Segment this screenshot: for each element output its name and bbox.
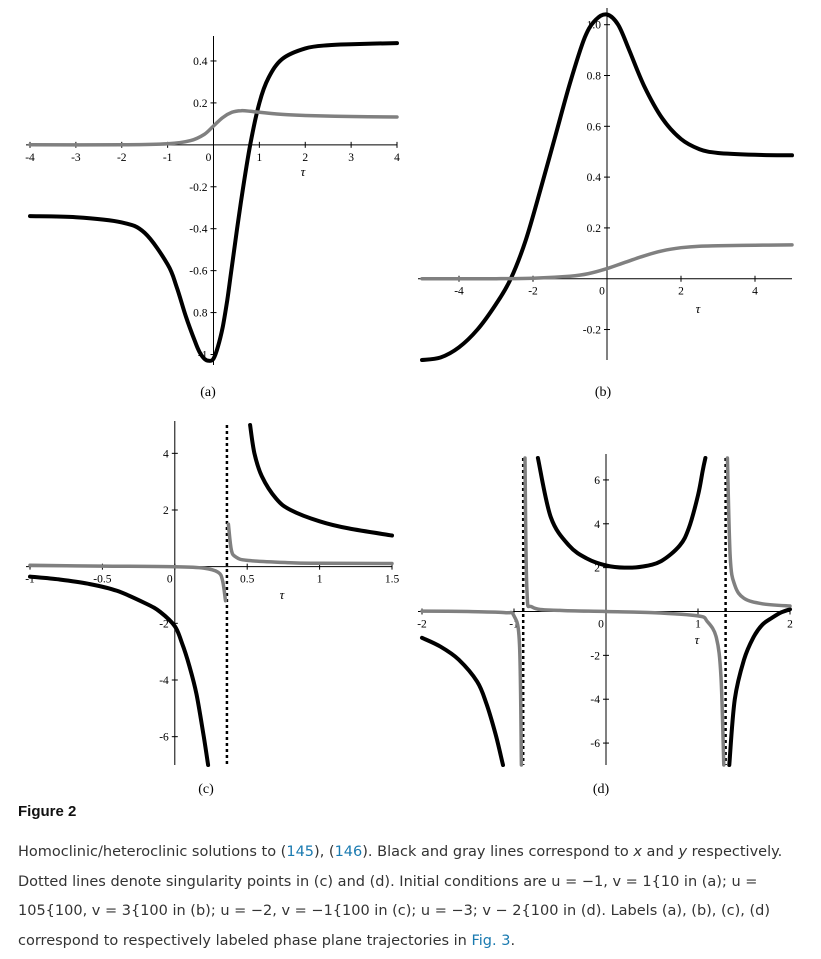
y-tick-label: 0.2 — [586, 222, 601, 235]
x-tick-label: 0 — [205, 151, 212, 164]
caption-text-2: ), ( — [314, 844, 335, 860]
y-tick-label: 0.6 — [586, 121, 601, 134]
equation-ref-146-link[interactable]: 146 — [334, 844, 363, 860]
x-axis-label: τ — [300, 164, 306, 179]
x-tick-label: 4 — [752, 285, 758, 298]
x-tick-label: -4 — [25, 151, 35, 164]
x-axis-label: τ — [694, 632, 700, 647]
x-tick-label: -2 — [417, 618, 427, 631]
x-axis-label: τ — [279, 587, 285, 602]
y-tick-label: 0.4 — [193, 55, 208, 68]
y-tick-label: -6 — [590, 738, 600, 751]
equation-ref-145-link[interactable]: 145 — [286, 844, 315, 860]
panel-label-c: (c) — [198, 782, 214, 797]
x-tick-label: 0 — [599, 285, 605, 298]
x-tick-label: 0 — [598, 618, 604, 631]
y-tick-label: -4 — [590, 694, 600, 707]
x-tick-label: -2 — [528, 285, 538, 298]
x-tick-label: 1 — [695, 618, 701, 631]
x-tick-label: 2 — [787, 618, 793, 631]
x-axis-label: τ — [695, 301, 701, 316]
gray-y-curve — [727, 458, 790, 606]
caption-text-4: and — [641, 844, 679, 860]
panel-label-a: (a) — [200, 385, 216, 400]
x-tick-label: -0.5 — [93, 573, 112, 586]
y-tick-label: -1 — [197, 349, 208, 362]
black-x-curve — [30, 577, 208, 765]
x-tick-label: 1 — [256, 151, 263, 164]
y-tick-label: -6 — [159, 731, 169, 744]
x-tick-label: 2 — [678, 285, 684, 298]
y-tick-label: 0.8 — [586, 70, 601, 83]
x-tick-label: 2 — [302, 151, 309, 164]
panel-label-d: (d) — [592, 782, 610, 797]
x-tick-label: -1 — [509, 618, 519, 631]
black-x-curve — [538, 458, 706, 568]
x-tick-label: 4 — [394, 151, 400, 164]
y-tick-label: 6 — [594, 474, 600, 487]
x-tick-label: 0 — [166, 573, 173, 586]
y-tick-label: -0.6 — [189, 265, 208, 278]
panel-a — [25, 36, 400, 365]
panel-b — [418, 8, 792, 360]
caption-text-1: Homoclinic/heteroclinic solutions to ( — [18, 844, 287, 860]
x-tick-label: -1 — [25, 573, 35, 586]
black-x-curve — [422, 638, 503, 765]
x-tick-label: -1 — [162, 151, 173, 164]
y-tick-label: 1.0 — [586, 19, 601, 32]
x-tick-label: 0.5 — [240, 573, 255, 586]
fig-3-link[interactable]: Fig. 3 — [471, 932, 511, 949]
y-tick-label: -2 — [590, 650, 600, 663]
y-tick-label: 2 — [163, 505, 169, 517]
x-tick-label: -4 — [454, 285, 464, 298]
y-tick-label: 2 — [594, 562, 600, 575]
y-tick-label: -0.2 — [189, 181, 208, 194]
black-x-curve — [729, 609, 790, 765]
y-tick-label: -0.4 — [189, 223, 208, 236]
caption-text-5: respectively. Dotted lines denote singularity points in (c) and (d). Initial conditions are u = −1, v = 1{10 in (a); u = 105{100, v = 3{100 in (b); u = −2, v = −1{100 in (c); u = −3; v − 2{100 in (d). Labels (a), (b), (c), (d) correspond to respectively labeled phase plane trajectories in — [18, 844, 783, 949]
y-tick-label: 0.8 — [193, 307, 208, 320]
y-tick-label: -2 — [159, 618, 169, 631]
y-tick-label: 0.4 — [586, 172, 601, 185]
y-tick-label: 4 — [594, 518, 600, 531]
caption-text-3: ). Black and gray lines correspond to — [362, 844, 634, 860]
panel-label-b: (b) — [594, 385, 612, 400]
x-tick-label: 1 — [316, 573, 323, 586]
x-tick-label: -2 — [116, 151, 127, 164]
panel-c — [25, 421, 399, 765]
caption-var-x: x — [633, 844, 642, 860]
y-tick-label: -0.2 — [582, 324, 601, 337]
x-tick-label: -3 — [71, 151, 81, 164]
figure-caption — [18, 838, 808, 956]
y-tick-label: -4 — [159, 675, 169, 687]
x-tick-label: 3 — [348, 151, 354, 164]
y-tick-label: 0.2 — [193, 97, 208, 110]
caption-text-6: . — [510, 932, 516, 949]
gray-y-curve — [422, 611, 521, 765]
figure-title: Figure 2 — [18, 803, 77, 820]
y-tick-label: 4 — [163, 448, 169, 461]
x-tick-label: 1.5 — [384, 573, 400, 586]
caption-var-y: y — [678, 844, 688, 860]
black-x-curve — [250, 425, 392, 536]
panel-d — [417, 454, 793, 765]
